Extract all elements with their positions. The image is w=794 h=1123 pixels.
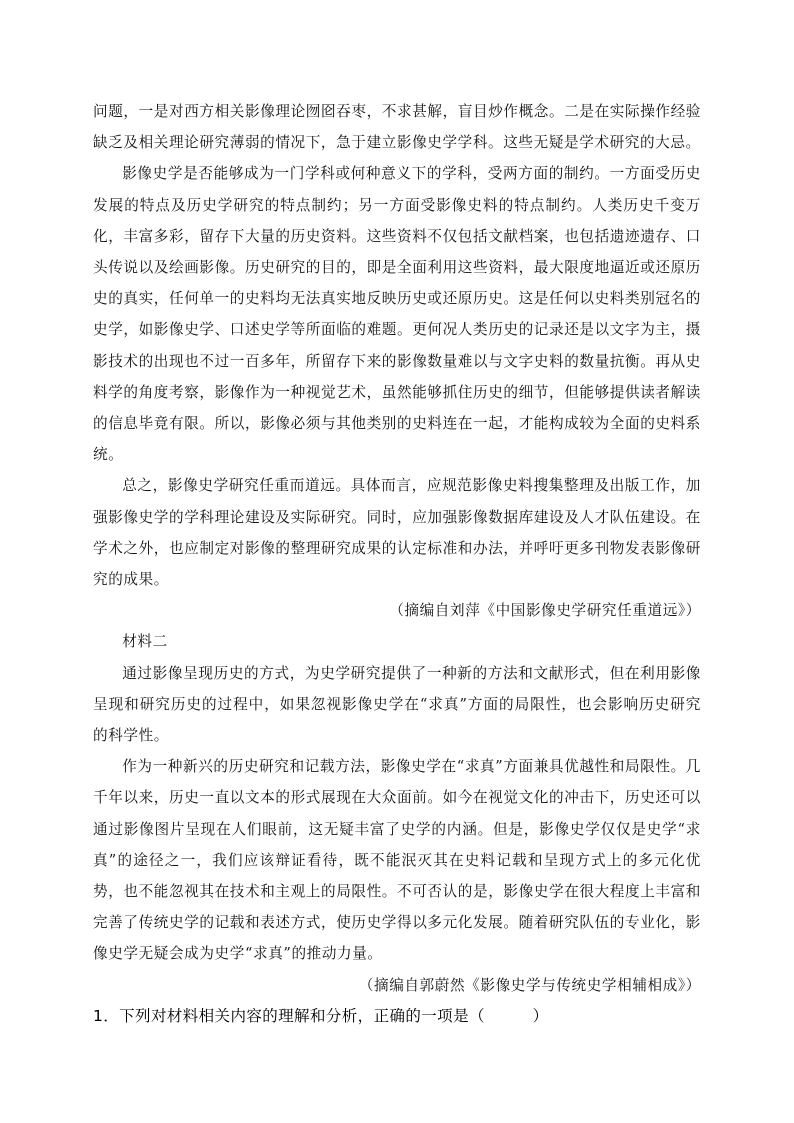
material1-paragraph-conclusion: 总之，影像史学研究任重而道远。具体而言，应规范影像史料搜集整理及出版工作，加强影像史学的学科理论建设及实际研究。同时，应加强影像数据库建设及人才队伍建设。在学术之外，也应制定对影像的整理研究成果的认定标准和办法，并呼吁更多刊物发表影像研究的成果。 xyxy=(93,477,701,589)
material1-paragraph-continued: 问题，一是对西方相关影像理论囫囵吞枣，不求甚解，盲目炒作概念。二是在实际操作经验缺乏及相关理论研究薄弱的情况下，急于建立影像史学学科。这些无疑是学术研究的大忌。 xyxy=(93,103,701,152)
question-1-stem: 1．下列对材料相关内容的理解和分析，正确的一项是（ ） xyxy=(93,1006,549,1025)
material2-label: 材料二 xyxy=(122,633,168,651)
material2-paragraph-intro: 通过影像呈现历史的方式，为史学研究提供了一种新的方法和文献形式，但在利用影像呈现和研究历史的过程中，如果忽视影像史学在“求真”方面的局限性，也会影响历史研究的科学性。 xyxy=(93,664,701,745)
document-page xyxy=(93,96,701,1031)
material1-source: （摘编自刘萍《中国影像史学研究任重道远》） xyxy=(389,602,701,620)
material1-paragraph-constraints: 影像史学是否能够成为一门学科或何种意义下的学科，受两方面的制约。一方面受历史发展的特点及历史学研究的特点制约；另一方面受影像史料的特点制约。人类历史千变万化，丰富多彩，留存下大量的历史资料。这些资料不仅包括文献档案，也包括遗迹遗存、口头传说以及绘画影像。历史研究的目的，即是全面利用这些资料，最大限度地逼近或还原历史的真实，任何单一的史料均无法真实地反映历史或还原历史。这是任何以史料类别冠名的史学，如影像史学、口述史学等所面临的难题。更何况人类历史的记录还是以文字为主，摄影技术的出现也不过一百多年，所留存下来的影像数量难以与文字史料的数量抗衡。再从史料学的角度考察，影像作为一种视觉艺术，虽然能够抓住历史的细节，但能够提供读者解读的信息毕竟有限。所以，影像必须与其他类别的史料连在一起，才能构成较为全面的史料系统。 xyxy=(93,165,701,464)
material2-source: （摘编自郭蔚然《影像史学与传统史学相辅相成》） xyxy=(358,976,701,994)
material2-paragraph-analysis: 作为一种新兴的历史研究和记载方法，影像史学在“求真”方面兼具优越性和局限性。几千年以来，历史一直以文本的形式展现在大众面前。如今在视觉文化的冲击下，历史还可以通过影像图片呈现在人们眼前，这无疑丰富了史学的内涵。但是，影像史学仅仅是史学“求真”的途径之一，我们应该辩证看待，既不能泯灭其在史料记载和呈现方式上的多元化优势，也不能忽视其在技术和主观上的局限性。不可否认的是，影像史学在很大程度上丰富和完善了传统史学的记载和表述方式，使历史学得以多元化发展。随着研究队伍的专业化，影像史学无疑会成为史学“求真”的推动力量。 xyxy=(93,758,701,963)
